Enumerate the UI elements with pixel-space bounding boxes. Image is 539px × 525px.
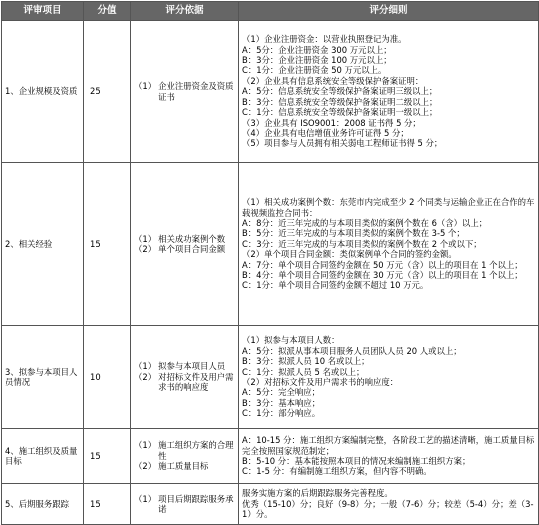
item-cell: 1、企业规模及资质 [2,21,84,163]
details-line: （1）拟参与本项目人数： [242,335,340,346]
basis-item [134,440,235,461]
basis-text: 相关成功案例个数 [158,233,226,244]
table-row [2,163,539,326]
details-line: B：3分：拟派人员 10 名或以上； [242,356,370,367]
details-line: （1）企业注册资金：以营业执照登记为准。 [242,34,407,45]
header-basis: 评分依据 [131,2,239,21]
details-cell [239,163,539,326]
basis-number: （1） [134,81,157,92]
item-cell: 5、后期服务跟踪 [2,484,84,525]
score-cell: 15 [84,484,131,525]
details-line: B：4分：单个项目合同签约金额在 30 万元（含）以上的项目在 1 个以上； [242,270,523,281]
basis-item [134,244,235,254]
details-line: C：1分：部分响应。 [242,408,321,419]
details-line: C：1分：单个项目合同签约金额不超过 10 万元。 [242,280,429,291]
basis-text: 拟参与本项目人员 [158,361,226,372]
score-cell: 15 [84,429,131,484]
basis-text: 企业注册资金及资质证书 [158,81,234,102]
basis-cell [131,484,239,525]
item-cell: 4、施工组织及质量目标 [2,429,84,484]
score-cell: 15 [84,163,131,326]
basis-number: （2） [134,461,157,472]
scoring-table [1,1,539,525]
basis-item [134,461,235,471]
details-line: C：3分：近三年完成的与本项目类似的案例个数在 2 个或以下； [242,238,482,249]
item-cell: 2、相关经验 [2,163,84,326]
basis-text: 项目后期跟踪服务承诺 [158,493,234,514]
basis-text: 施工组织方案的合理性 [158,440,234,461]
details-cell [239,326,539,429]
item-cell: 3、拟参与本项目人员情况 [2,326,84,429]
details-cell [239,484,539,525]
header-details: 评分细则 [239,2,539,21]
details-line: A：8分：近三年完成的与本项目类似的案例个数在 6（含）以上； [242,217,488,228]
details-line: 服务实施方案的后期跟踪服务完善程度。 [242,488,393,499]
details-line: （2）单个项目合同金额：类似案例单个合同的签约金额。 [242,249,457,260]
basis-item [134,361,235,371]
basis-number: （2） [134,371,157,382]
basis-cell [131,21,239,163]
details-line: A：10-15 分：施工组织方案编制完整，各阶段工艺的描述清晰，施工质量目标完全按照国家规范制定； [242,435,535,456]
basis-text: 施工质量目标 [158,461,209,472]
table-row [2,21,539,163]
table-header-row [2,2,539,21]
table-row [2,326,539,429]
details-line: B：5-10 分：基本能按照本项目的情况来编制施工组织方案； [242,456,471,466]
table-row [2,429,539,484]
details-line: （1）相关成功案例个数：东莞市内完成至少 2 个同类与运输企业正在合作的车载视频监控合同书： [242,197,535,218]
details-line: （2）对招标文件及用户需求书的响应度： [242,377,399,387]
details-line: C：1分：拟派人员 5 名或以上； [242,366,365,377]
basis-number: （2） [134,244,157,254]
basis-number: （1） [134,440,157,451]
details-line: C：1分：企业注册资金 50 万元以上。 [242,65,387,76]
details-line: A：5分：企业注册资金 300 万元以上； [242,44,392,55]
details-line: B：3分：基本响应； [242,397,321,408]
details-line: （4）企业具有电信增值业务许可证得 5 分； [242,127,409,138]
basis-item [134,81,235,102]
table-row [2,484,539,525]
details-line: A：5分：拟派从事本项目服务人员团队人员 20 人或以上； [242,345,462,356]
basis-cell [131,163,239,326]
details-cell [239,21,539,163]
details-line: （2）企业具有信息系统安全等级保护备案证明： [242,75,424,86]
header-item: 评审项目 [2,2,84,21]
basis-number: （1） [134,233,157,244]
details-line: A：5分：完全响应； [242,387,321,398]
details-line: C：1分：信息系统安全等级保护备案证明一级以上； [242,107,438,118]
details-line: B：5分：近三年完成的与本项目类似的案例个数在 3-5 个； [242,228,465,239]
basis-item [134,234,235,244]
basis-cell [131,429,239,484]
basis-number: （1） [134,493,157,504]
details-line: 优秀（15-10）分；良好（9-8）分；一般（7-6）分；较差（5-4）分；差（3-1）分。 [242,498,534,520]
details-line: （3）企业具有 ISO9001：2008 证书得 5 分； [242,117,421,128]
details-line: A：5分：信息系统安全等级保护备案证明三级以上； [242,86,438,97]
details-line: B：3分：信息系统安全等级保护备案证明二级以上； [242,96,438,107]
details-line: A：7分：单个项目合同签约金额在 50 万元（含）以上的项目在 1 个以上； [242,259,523,270]
basis-item [134,494,235,515]
details-line: C：1-5 分：有编制施工组织方案，但内容不明确。 [242,466,432,477]
header-score: 分值 [84,2,131,21]
basis-cell [131,326,239,429]
basis-text: 单个项目合同金额 [158,244,226,254]
details-line: （5）项目参与人员拥有相关弱电工程师证书得 5 分； [242,138,443,149]
score-cell: 10 [84,326,131,429]
details-cell [239,429,539,484]
basis-item [134,372,235,393]
details-line: B：3分：企业注册资金 100 万元以上； [242,55,392,66]
basis-number: （1） [134,361,157,372]
score-cell: 25 [84,21,131,163]
basis-text: 对招标文件及用户需求书的响应度 [158,371,234,393]
